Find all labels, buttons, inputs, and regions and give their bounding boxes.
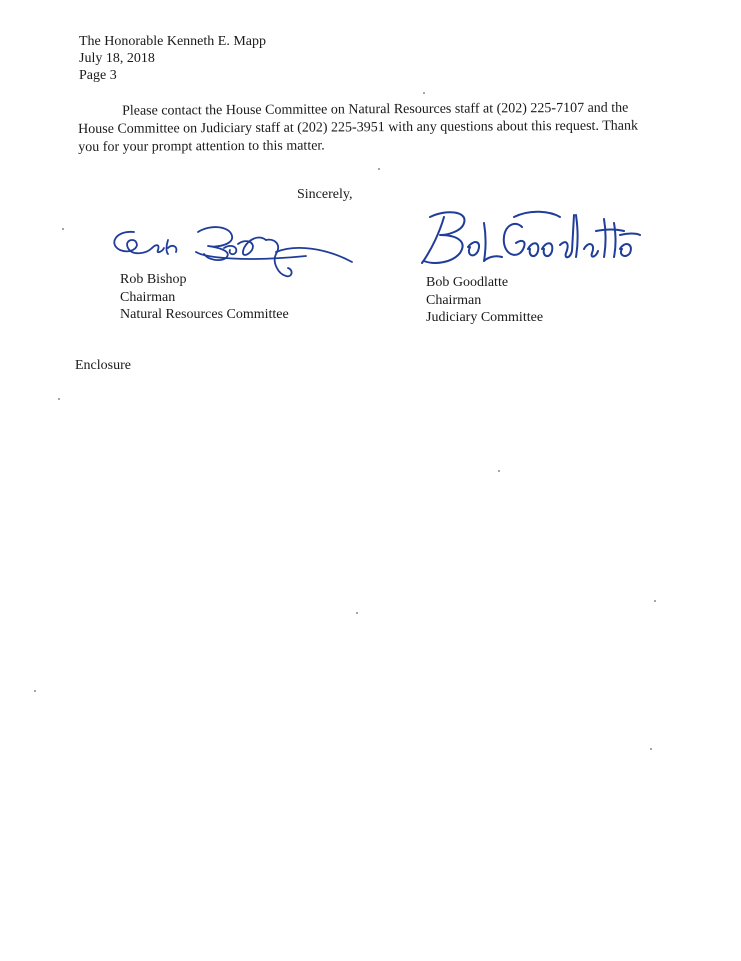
scan-speck (58, 398, 60, 400)
scan-speck (378, 168, 380, 170)
signatory-title: Chairman (120, 289, 176, 305)
body-paragraph: Please contact the House Committee on Natural Resources staff at (202) 225-7107 and the House Committee on Judiciary staff at (202) 225-3951 with any questions about this request. Thank you for your prompt attention to this matter. (78, 100, 638, 155)
signatory-block-left (120, 271, 289, 324)
scan-speck (34, 690, 36, 692)
closing-salutation: Sincerely, (297, 187, 353, 202)
scan-speck (650, 748, 652, 750)
letter-header (79, 33, 266, 84)
scan-speck (356, 612, 358, 614)
enclosure-note: Enclosure (75, 358, 131, 373)
signatory-title: Chairman (426, 292, 482, 308)
page-number: Page 3 (79, 68, 117, 83)
signatory-committee: Natural Resources Committee (120, 307, 289, 322)
bob-goodlatte-signature (410, 205, 642, 275)
scan-speck (654, 600, 656, 602)
scan-speck (498, 470, 500, 472)
signatory-name: Rob Bishop (120, 272, 187, 287)
signatory-block-right (426, 274, 543, 327)
scan-speck (423, 92, 425, 94)
signatory-committee: Judiciary Committee (426, 310, 544, 325)
recipient-line: The Honorable Kenneth E. Mapp (79, 34, 266, 49)
date-line: July 18, 2018 (79, 51, 155, 66)
scan-speck (62, 228, 64, 230)
signatory-name: Bob Goodlatte (426, 275, 509, 290)
